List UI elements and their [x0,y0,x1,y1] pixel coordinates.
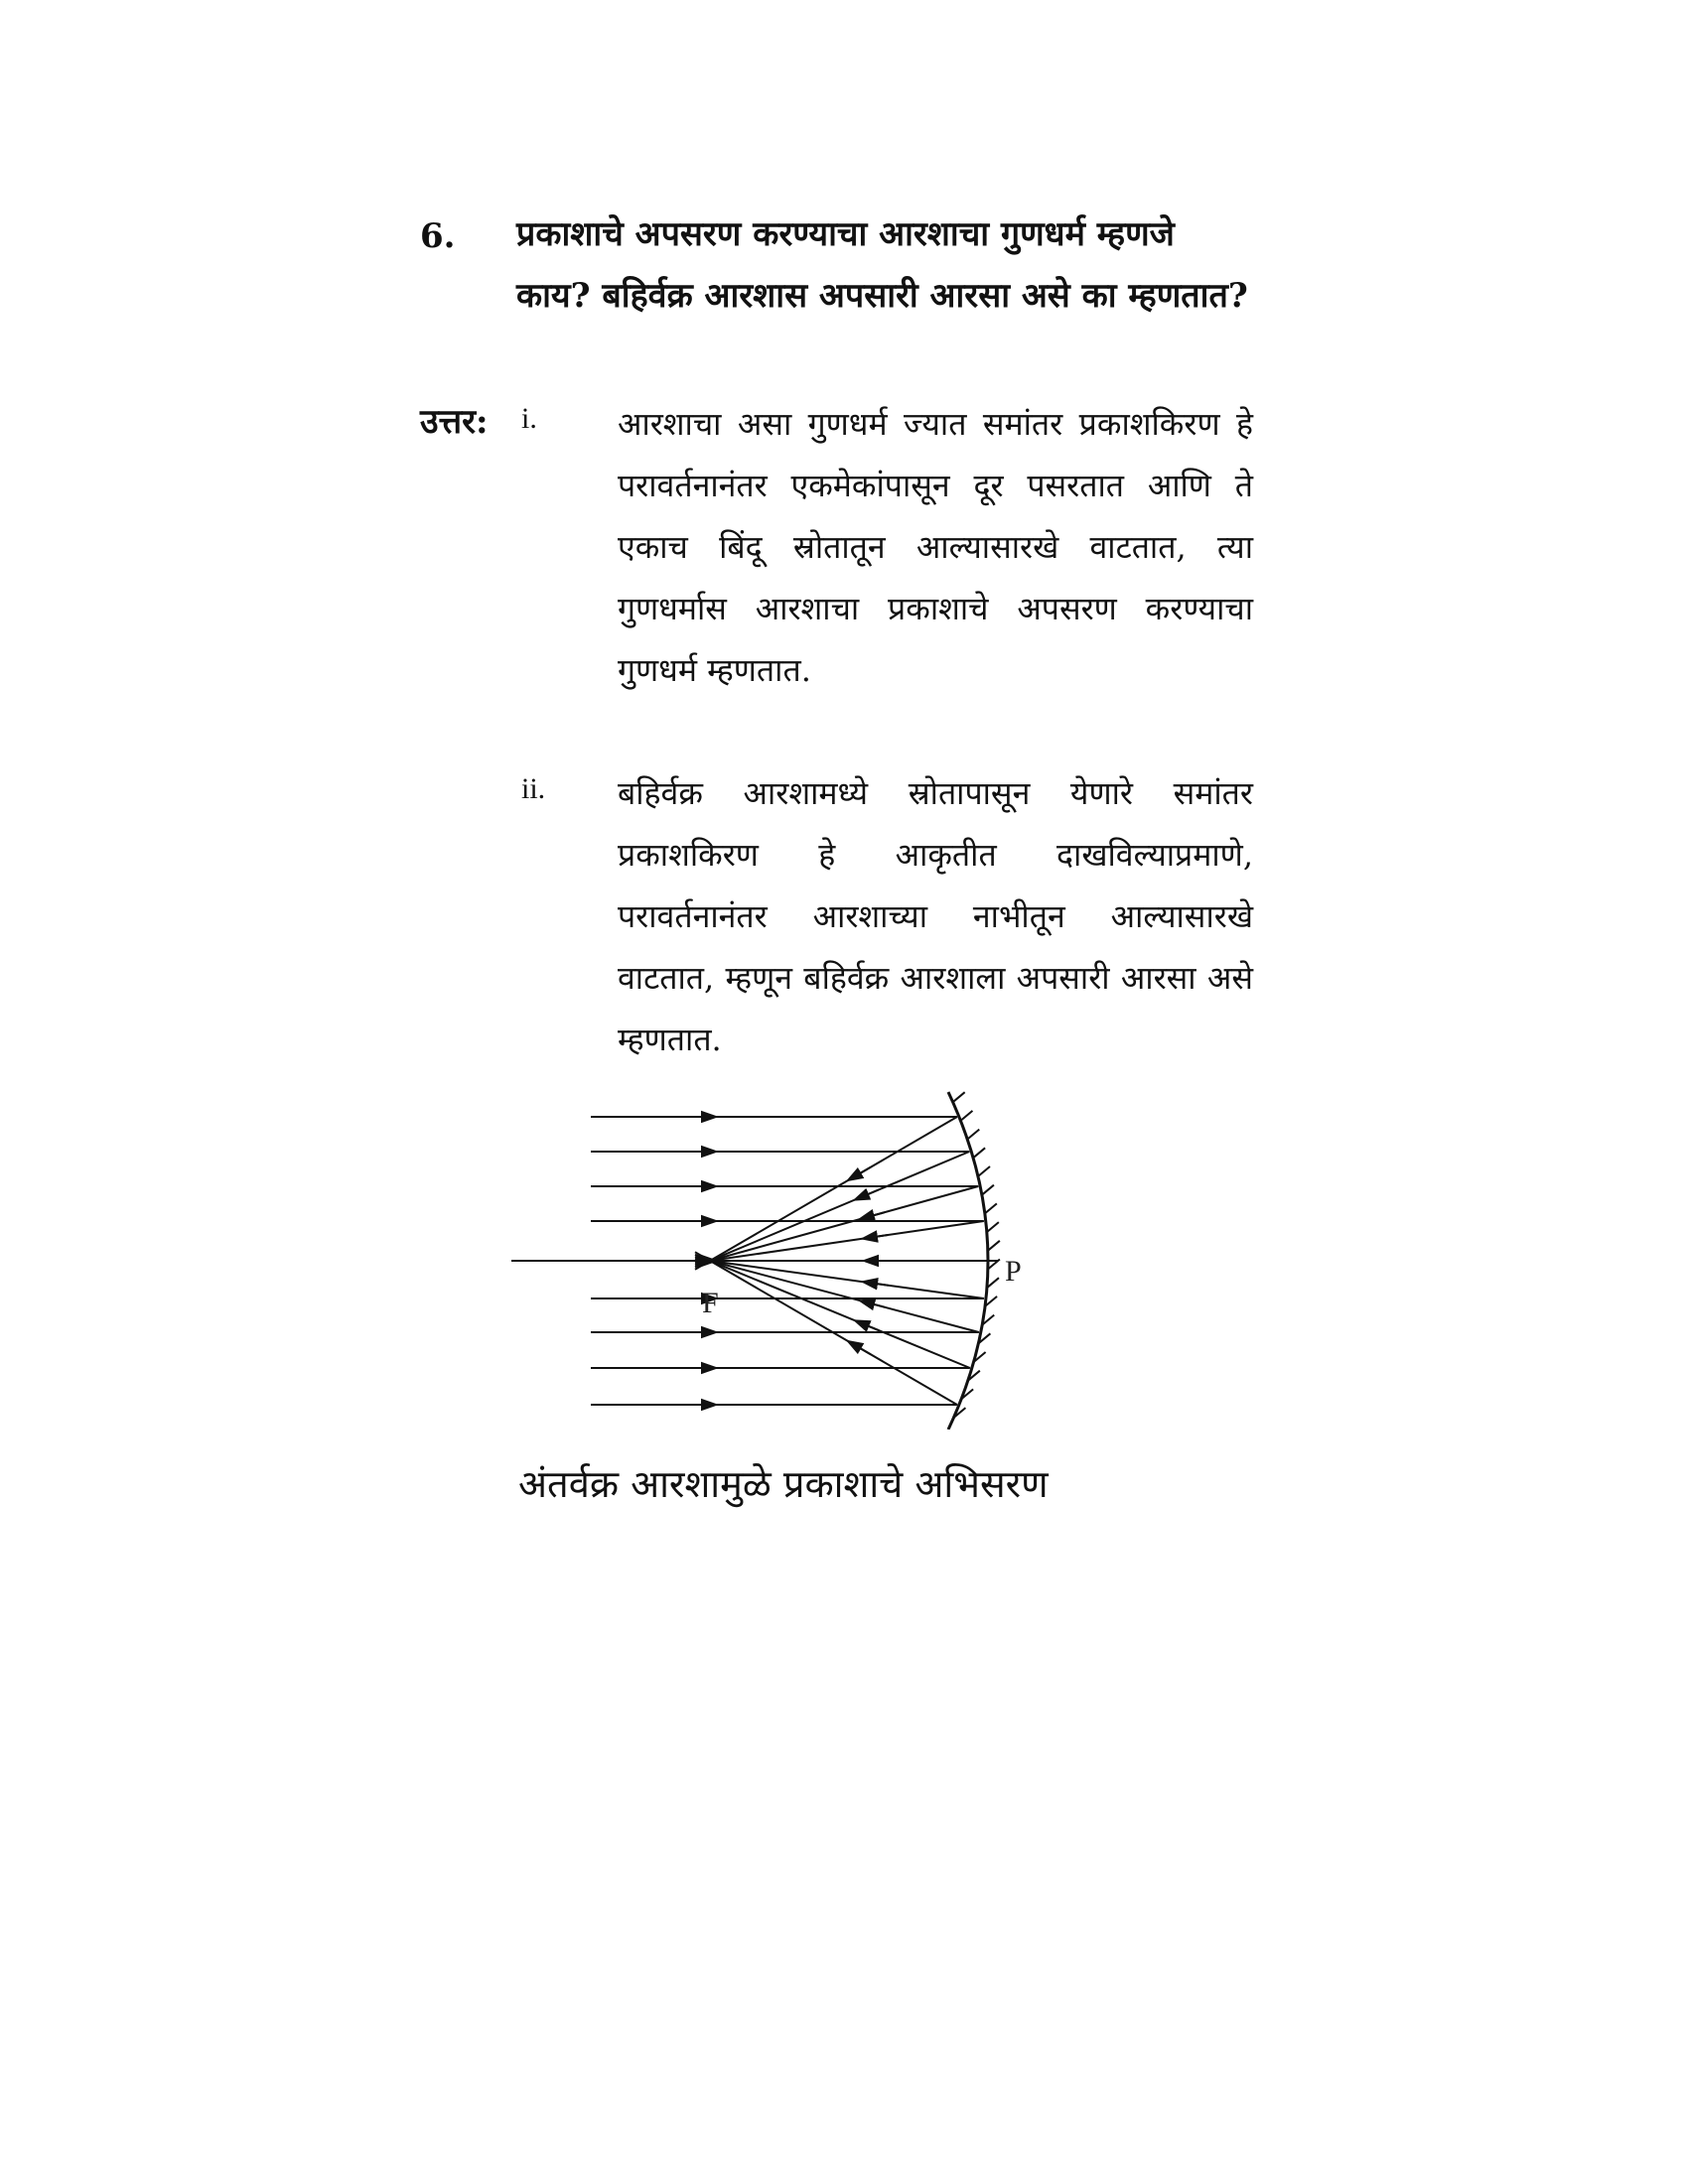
mirror-hatch [960,1111,972,1121]
mirror-hatch [982,1185,994,1195]
answer-point-1-text: आरशाचा असा गुणधर्म ज्यात समांतर प्रकाशकिरण हे परावर्तनानंतर एकमेकांपासून दूर पसरतात आणि ते एकाच बिंदू स्रोतातून आल्यासारखे वाटतात, त्या गुणधर्मास आरशाचा प्रकाशाचे अपसरण करण्याचा गुणधर्म म्हणतात. [618,405,1253,689]
reflected-ray [695,1252,957,1405]
mirror-hatch [978,1166,990,1176]
reflected-ray [695,1259,984,1298]
answer-label: उत्तर: [420,402,489,442]
reflected-arrow [869,1235,888,1238]
reflected-arrow [853,1344,870,1354]
mirror-hatch [953,1092,965,1102]
pole-label: P [1005,1255,1022,1288]
reflected-ray [695,1186,978,1265]
mirror-hatch [988,1241,1000,1251]
ray-diagram-svg [496,1072,1053,1430]
reflected-ray [695,1257,979,1332]
mirror-hatch [985,1203,997,1213]
reflected-arrow [853,1167,870,1177]
reflected-ray [695,1255,970,1368]
reflected-arrow [869,1283,888,1286]
answer-point-2-marker: ii. [521,772,546,805]
reflected-arrow [866,1212,885,1217]
question-number: 6. [420,216,456,256]
mirror-hatch [973,1148,985,1158]
reflected-arrow [866,1302,885,1307]
reflected-ray [695,1221,984,1263]
ray-diagram [496,1072,1053,1433]
question-text: प्रकाशाचे अपसरण करण्याचा आरशाचा गुणधर्म म्हणजे काय? बहिर्वक्र आरशास अपसारी आरसा असे का म्हणतात? [516,214,1248,316]
reflected-ray [695,1152,969,1267]
mirror-hatch [967,1130,979,1140]
mirror-hatch [987,1222,999,1232]
reflected-arrow [861,1323,879,1331]
answer-point-1-marker: i. [521,402,537,435]
reflected-ray [695,1117,957,1270]
answer-point-2-text: बहिर्वक्र आरशामध्ये स्रोतापासून येणारे समांतर प्रकाशकिरण हे आकृतीत दाखविल्याप्रमाणे, परावर्तनानंतर आरशाच्या नाभीतून आल्यासारखे वाटतात, म्हणून बहिर्वक्र आरशाला अपसारी आरसा असे म्हणतात. [618,774,1253,1058]
reflected-arrow [861,1190,879,1198]
diagram-caption: अंतर्वक्र आरशामुळे प्रकाशाचे अभिसरण [518,1462,1049,1506]
focus-label: F [702,1287,719,1319]
